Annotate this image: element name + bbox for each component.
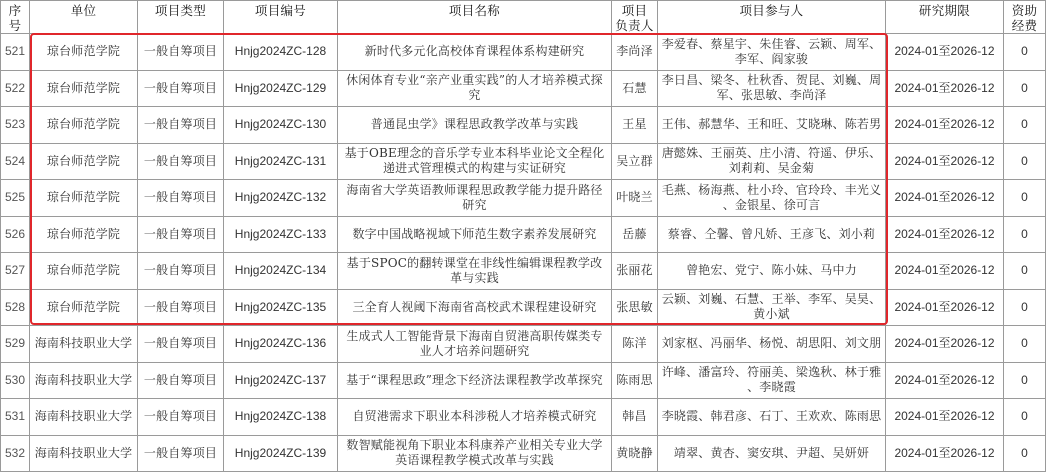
research-period: 2024-01至2026-12 — [894, 190, 995, 205]
cell-period — [886, 34, 1004, 70]
cell-project-code — [224, 34, 338, 70]
seq-number: 529 — [4, 336, 26, 351]
cell-unit — [30, 71, 138, 107]
header-fund-line1: 资助 — [1011, 3, 1038, 18]
cell-seq — [0, 180, 30, 216]
project-type: 一般自筹项目 — [143, 80, 218, 95]
cell-project-name — [338, 326, 612, 362]
table-row — [0, 326, 1046, 363]
cell-project-code — [224, 107, 338, 143]
project-leader: 张丽花 — [616, 263, 653, 278]
cell-project-name — [338, 363, 612, 399]
cell-project-name — [338, 290, 612, 326]
project-name: 基于OBE理念的音乐学专业本科毕业论文全程化递进式管理模式的构建与实证研究 — [344, 146, 605, 176]
cell-period — [886, 290, 1004, 326]
cell-project-type — [138, 363, 224, 399]
funding-amount: 0 — [1021, 117, 1028, 132]
project-leader: 吴立群 — [616, 153, 653, 168]
research-period: 2024-01至2026-12 — [894, 409, 995, 424]
unit-name: 琼台师范学院 — [46, 299, 121, 314]
project-name: 基于SPOC的翻转课堂在非线性编辑课程教学改革与实践 — [346, 255, 603, 285]
unit-name: 琼台师范学院 — [46, 226, 121, 241]
project-type: 一般自筹项目 — [143, 409, 218, 424]
cell-project-name — [338, 144, 612, 180]
project-code: Hnjg2024ZC-136 — [234, 336, 327, 351]
cell-unit — [30, 217, 138, 253]
funding-amount: 0 — [1021, 226, 1028, 241]
cell-project-type — [138, 144, 224, 180]
cell-fund — [1004, 34, 1046, 70]
project-type: 一般自筹项目 — [143, 299, 218, 314]
project-members: 曾艳宏、党宁、陈小妹、马中力 — [686, 263, 857, 278]
cell-members — [658, 363, 886, 399]
table-row — [0, 71, 1046, 108]
project-members: 靖翠、黄杏、窦安琪、尹超、吴妍妍 — [673, 445, 870, 460]
cell-project-name — [338, 436, 612, 472]
seq-number: 527 — [4, 263, 26, 278]
cell-fund — [1004, 107, 1046, 143]
cell-leader — [612, 107, 658, 143]
research-period: 2024-01至2026-12 — [894, 263, 995, 278]
header-project-name-label: 项目名称 — [448, 3, 501, 18]
cell-seq — [0, 71, 30, 107]
funding-amount: 0 — [1021, 409, 1028, 424]
project-name: 休闲体育专业“亲产业重实践”的人才培养模式探究 — [346, 73, 603, 103]
project-members: 刘家枢、冯丽华、杨悦、胡思阳、刘文朋 — [661, 336, 882, 351]
header-project-code-label: 项目编号 — [254, 3, 307, 18]
table-row — [0, 399, 1046, 436]
funding-amount: 0 — [1021, 190, 1028, 205]
project-code: Hnjg2024ZC-133 — [234, 226, 327, 241]
cell-fund — [1004, 363, 1046, 399]
project-name: 基于“课程思政”理念下经济法课程教学改革探究 — [346, 372, 603, 387]
cell-project-code — [224, 253, 338, 289]
funding-amount: 0 — [1021, 44, 1028, 59]
cell-seq — [0, 107, 30, 143]
project-code: Hnjg2024ZC-132 — [234, 190, 327, 205]
cell-project-type — [138, 217, 224, 253]
project-name: 三全育人视阈下海南省高校武术课程建设研究 — [352, 299, 597, 314]
cell-members — [658, 217, 886, 253]
unit-name: 海南科技职业大学 — [34, 409, 133, 424]
cell-seq — [0, 253, 30, 289]
cell-project-code — [224, 71, 338, 107]
cell-unit — [30, 326, 138, 362]
project-code: Hnjg2024ZC-128 — [234, 44, 327, 59]
unit-name: 海南科技职业大学 — [34, 336, 133, 351]
cell-unit — [30, 253, 138, 289]
header-members-label: 项目参与人 — [739, 3, 804, 18]
cell-project-code — [224, 144, 338, 180]
cell-project-type — [138, 399, 224, 435]
cell-members — [658, 253, 886, 289]
cell-project-name — [338, 399, 612, 435]
cell-project-type — [138, 290, 224, 326]
header-leader — [612, 1, 658, 33]
seq-number: 523 — [4, 117, 26, 132]
cell-fund — [1004, 436, 1046, 472]
cell-members — [658, 71, 886, 107]
cell-project-code — [224, 326, 338, 362]
cell-fund — [1004, 180, 1046, 216]
cell-leader — [612, 290, 658, 326]
cell-project-type — [138, 180, 224, 216]
cell-seq — [0, 34, 30, 70]
cell-seq — [0, 290, 30, 326]
cell-project-name — [338, 217, 612, 253]
project-members: 王伟、郝慧华、王和旺、艾晓琳、陈若男 — [661, 117, 882, 132]
cell-unit — [30, 107, 138, 143]
project-name: 自贸港需求下职业本科涉税人才培养模式研究 — [352, 409, 597, 424]
research-period: 2024-01至2026-12 — [894, 44, 995, 59]
cell-members — [658, 34, 886, 70]
cell-project-type — [138, 253, 224, 289]
project-code: Hnjg2024ZC-135 — [234, 299, 327, 314]
cell-period — [886, 144, 1004, 180]
project-leader: 韩昌 — [622, 409, 647, 424]
table-row — [0, 290, 1046, 327]
project-type: 一般自筹项目 — [143, 117, 218, 132]
header-project-code — [224, 1, 338, 33]
cell-project-name — [338, 71, 612, 107]
project-leader: 王星 — [622, 117, 647, 132]
cell-period — [886, 71, 1004, 107]
project-name: 数智赋能视角下职业本科康养产业相关专业大学英语课程教学模式改革与实践 — [346, 438, 603, 468]
project-type: 一般自筹项目 — [143, 153, 218, 168]
cell-period — [886, 436, 1004, 472]
cell-period — [886, 107, 1004, 143]
project-members: 许峰、潘富玲、符丽美、梁逸秋、林于雅、李晓霞 — [661, 365, 882, 395]
project-code: Hnjg2024ZC-130 — [234, 117, 327, 132]
header-project-type-label: 项目类型 — [154, 3, 207, 18]
cell-leader — [612, 253, 658, 289]
table-row — [0, 144, 1046, 181]
research-period: 2024-01至2026-12 — [894, 117, 995, 132]
cell-seq — [0, 363, 30, 399]
funding-amount: 0 — [1021, 153, 1028, 168]
project-name: 新时代多元化高校体育课程体系构建研究 — [364, 44, 585, 59]
cell-project-name — [338, 253, 612, 289]
cell-unit — [30, 180, 138, 216]
cell-period — [886, 180, 1004, 216]
funding-amount: 0 — [1021, 263, 1028, 278]
project-leader: 叶晓兰 — [616, 190, 653, 205]
cell-leader — [612, 436, 658, 472]
cell-period — [886, 399, 1004, 435]
unit-name: 海南科技职业大学 — [34, 372, 133, 387]
cell-period — [886, 253, 1004, 289]
cell-period — [886, 363, 1004, 399]
cell-seq — [0, 217, 30, 253]
project-name: 生成式人工智能背景下海南自贸港高职传媒类专业人才培养问题研究 — [346, 328, 603, 358]
cell-leader — [612, 71, 658, 107]
project-leader: 陈雨思 — [616, 372, 653, 387]
unit-name: 琼台师范学院 — [46, 117, 121, 132]
header-leader-line1: 项目 — [621, 3, 648, 18]
project-name: 普通昆虫学》课程思政教学改革与实践 — [370, 117, 579, 132]
cell-period — [886, 326, 1004, 362]
cell-unit — [30, 290, 138, 326]
cell-unit — [30, 363, 138, 399]
table-row — [0, 217, 1046, 254]
project-type: 一般自筹项目 — [143, 263, 218, 278]
project-type: 一般自筹项目 — [143, 190, 218, 205]
research-period: 2024-01至2026-12 — [894, 299, 995, 314]
project-members: 蔡睿、仝馨、曾凡娇、王彦飞、刘小莉 — [667, 226, 876, 241]
cell-project-type — [138, 436, 224, 472]
project-code: Hnjg2024ZC-129 — [234, 80, 327, 95]
project-members: 李日昌、梁冬、杜秋香、贺昆、刘巍、周军、张思敏、李尚泽 — [661, 73, 882, 103]
header-period — [886, 1, 1004, 33]
cell-fund — [1004, 326, 1046, 362]
table-header-row — [0, 0, 1046, 34]
cell-project-type — [138, 326, 224, 362]
seq-number: 528 — [4, 299, 26, 314]
project-leader: 张思敏 — [616, 299, 653, 314]
project-type: 一般自筹项目 — [143, 226, 218, 241]
project-type: 一般自筹项目 — [143, 336, 218, 351]
seq-number: 526 — [4, 226, 26, 241]
project-type: 一般自筹项目 — [143, 372, 218, 387]
cell-members — [658, 326, 886, 362]
cell-project-code — [224, 180, 338, 216]
cell-members — [658, 290, 886, 326]
table-row — [0, 34, 1046, 71]
project-members: 云颖、刘巍、石慧、王举、李军、吴昊、黄小斌 — [661, 292, 882, 322]
cell-project-name — [338, 34, 612, 70]
cell-members — [658, 180, 886, 216]
cell-members — [658, 436, 886, 472]
cell-leader — [612, 34, 658, 70]
research-period: 2024-01至2026-12 — [894, 445, 995, 460]
cell-members — [658, 399, 886, 435]
project-name: 数字中国战略视域下师范生数字素养发展研究 — [352, 226, 597, 241]
project-leader: 黄晓静 — [616, 445, 653, 460]
funding-amount: 0 — [1021, 299, 1028, 314]
table-row — [0, 107, 1046, 144]
funding-amount: 0 — [1021, 80, 1028, 95]
cell-leader — [612, 363, 658, 399]
project-code: Hnjg2024ZC-137 — [234, 372, 327, 387]
cell-unit — [30, 436, 138, 472]
unit-name: 琼台师范学院 — [46, 190, 121, 205]
research-period: 2024-01至2026-12 — [894, 153, 995, 168]
cell-project-code — [224, 363, 338, 399]
header-fund — [1004, 1, 1046, 33]
project-members: 唐懿姝、王丽英、庄小清、符遥、伊乐、刘莉莉、吴金菊 — [661, 146, 882, 176]
unit-name: 琼台师范学院 — [46, 263, 121, 278]
project-members: 李晓霞、韩君彦、石丁、王欢欢、陈雨思 — [661, 409, 882, 424]
cell-fund — [1004, 290, 1046, 326]
header-project-type — [138, 1, 224, 33]
cell-fund — [1004, 144, 1046, 180]
seq-number: 521 — [4, 44, 26, 59]
unit-name: 海南科技职业大学 — [34, 445, 133, 460]
project-leader: 岳藤 — [622, 226, 647, 241]
cell-unit — [30, 34, 138, 70]
unit-name: 琼台师范学院 — [46, 80, 121, 95]
research-period: 2024-01至2026-12 — [894, 80, 995, 95]
header-seq-label: 序号 — [8, 3, 22, 33]
header-members — [658, 1, 886, 33]
cell-members — [658, 107, 886, 143]
seq-number: 531 — [4, 409, 26, 424]
cell-project-code — [224, 436, 338, 472]
project-code: Hnjg2024ZC-139 — [234, 445, 327, 460]
research-period: 2024-01至2026-12 — [894, 336, 995, 351]
header-project-name — [338, 1, 612, 33]
project-type: 一般自筹项目 — [143, 445, 218, 460]
header-leader-line2: 负责人 — [615, 18, 654, 33]
cell-project-type — [138, 71, 224, 107]
research-period: 2024-01至2026-12 — [894, 372, 995, 387]
funding-amount: 0 — [1021, 445, 1028, 460]
cell-project-name — [338, 180, 612, 216]
cell-fund — [1004, 71, 1046, 107]
cell-period — [886, 217, 1004, 253]
funding-amount: 0 — [1021, 336, 1028, 351]
header-unit-label: 单位 — [70, 3, 97, 18]
project-type: 一般自筹项目 — [143, 44, 218, 59]
header-fund-line2: 经费 — [1011, 18, 1038, 33]
project-members: 李爱春、蔡星宇、朱佳睿、云颖、周军、李军、阎家骏 — [661, 36, 882, 66]
project-code: Hnjg2024ZC-138 — [234, 409, 327, 424]
cell-seq — [0, 399, 30, 435]
cell-seq — [0, 326, 30, 362]
project-name: 海南省大学英语教师课程思政教学能力提升路径研究 — [346, 182, 603, 212]
unit-name: 琼台师范学院 — [46, 153, 121, 168]
project-code: Hnjg2024ZC-134 — [234, 263, 327, 278]
cell-seq — [0, 436, 30, 472]
cell-project-code — [224, 399, 338, 435]
cell-unit — [30, 399, 138, 435]
cell-project-name — [338, 107, 612, 143]
cell-project-type — [138, 34, 224, 70]
cell-unit — [30, 144, 138, 180]
cell-leader — [612, 399, 658, 435]
cell-leader — [612, 326, 658, 362]
table-row — [0, 436, 1046, 473]
table-row — [0, 253, 1046, 290]
unit-name: 琼台师范学院 — [46, 44, 121, 59]
cell-fund — [1004, 217, 1046, 253]
project-leader: 李尚泽 — [616, 44, 653, 59]
seq-number: 530 — [4, 372, 26, 387]
project-members: 毛燕、杨海燕、杜小玲、官玲玲、丰光义、金银星、徐可言 — [661, 182, 882, 212]
project-code: Hnjg2024ZC-131 — [234, 153, 327, 168]
header-period-label: 研究期限 — [918, 3, 971, 18]
cell-fund — [1004, 399, 1046, 435]
cell-seq — [0, 144, 30, 180]
project-leader: 陈洋 — [622, 336, 647, 351]
header-seq — [0, 1, 30, 33]
table-body — [0, 34, 1046, 472]
seq-number: 532 — [4, 445, 26, 460]
cell-leader — [612, 217, 658, 253]
funding-amount: 0 — [1021, 372, 1028, 387]
cell-project-code — [224, 217, 338, 253]
table-row — [0, 363, 1046, 400]
seq-number: 524 — [4, 153, 26, 168]
cell-project-type — [138, 107, 224, 143]
cell-fund — [1004, 253, 1046, 289]
table-row — [0, 180, 1046, 217]
header-unit — [30, 1, 138, 33]
cell-leader — [612, 144, 658, 180]
cell-project-code — [224, 290, 338, 326]
seq-number: 525 — [4, 190, 26, 205]
cell-leader — [612, 180, 658, 216]
research-period: 2024-01至2026-12 — [894, 226, 995, 241]
project-leader: 石慧 — [622, 80, 647, 95]
seq-number: 522 — [4, 80, 26, 95]
cell-members — [658, 144, 886, 180]
